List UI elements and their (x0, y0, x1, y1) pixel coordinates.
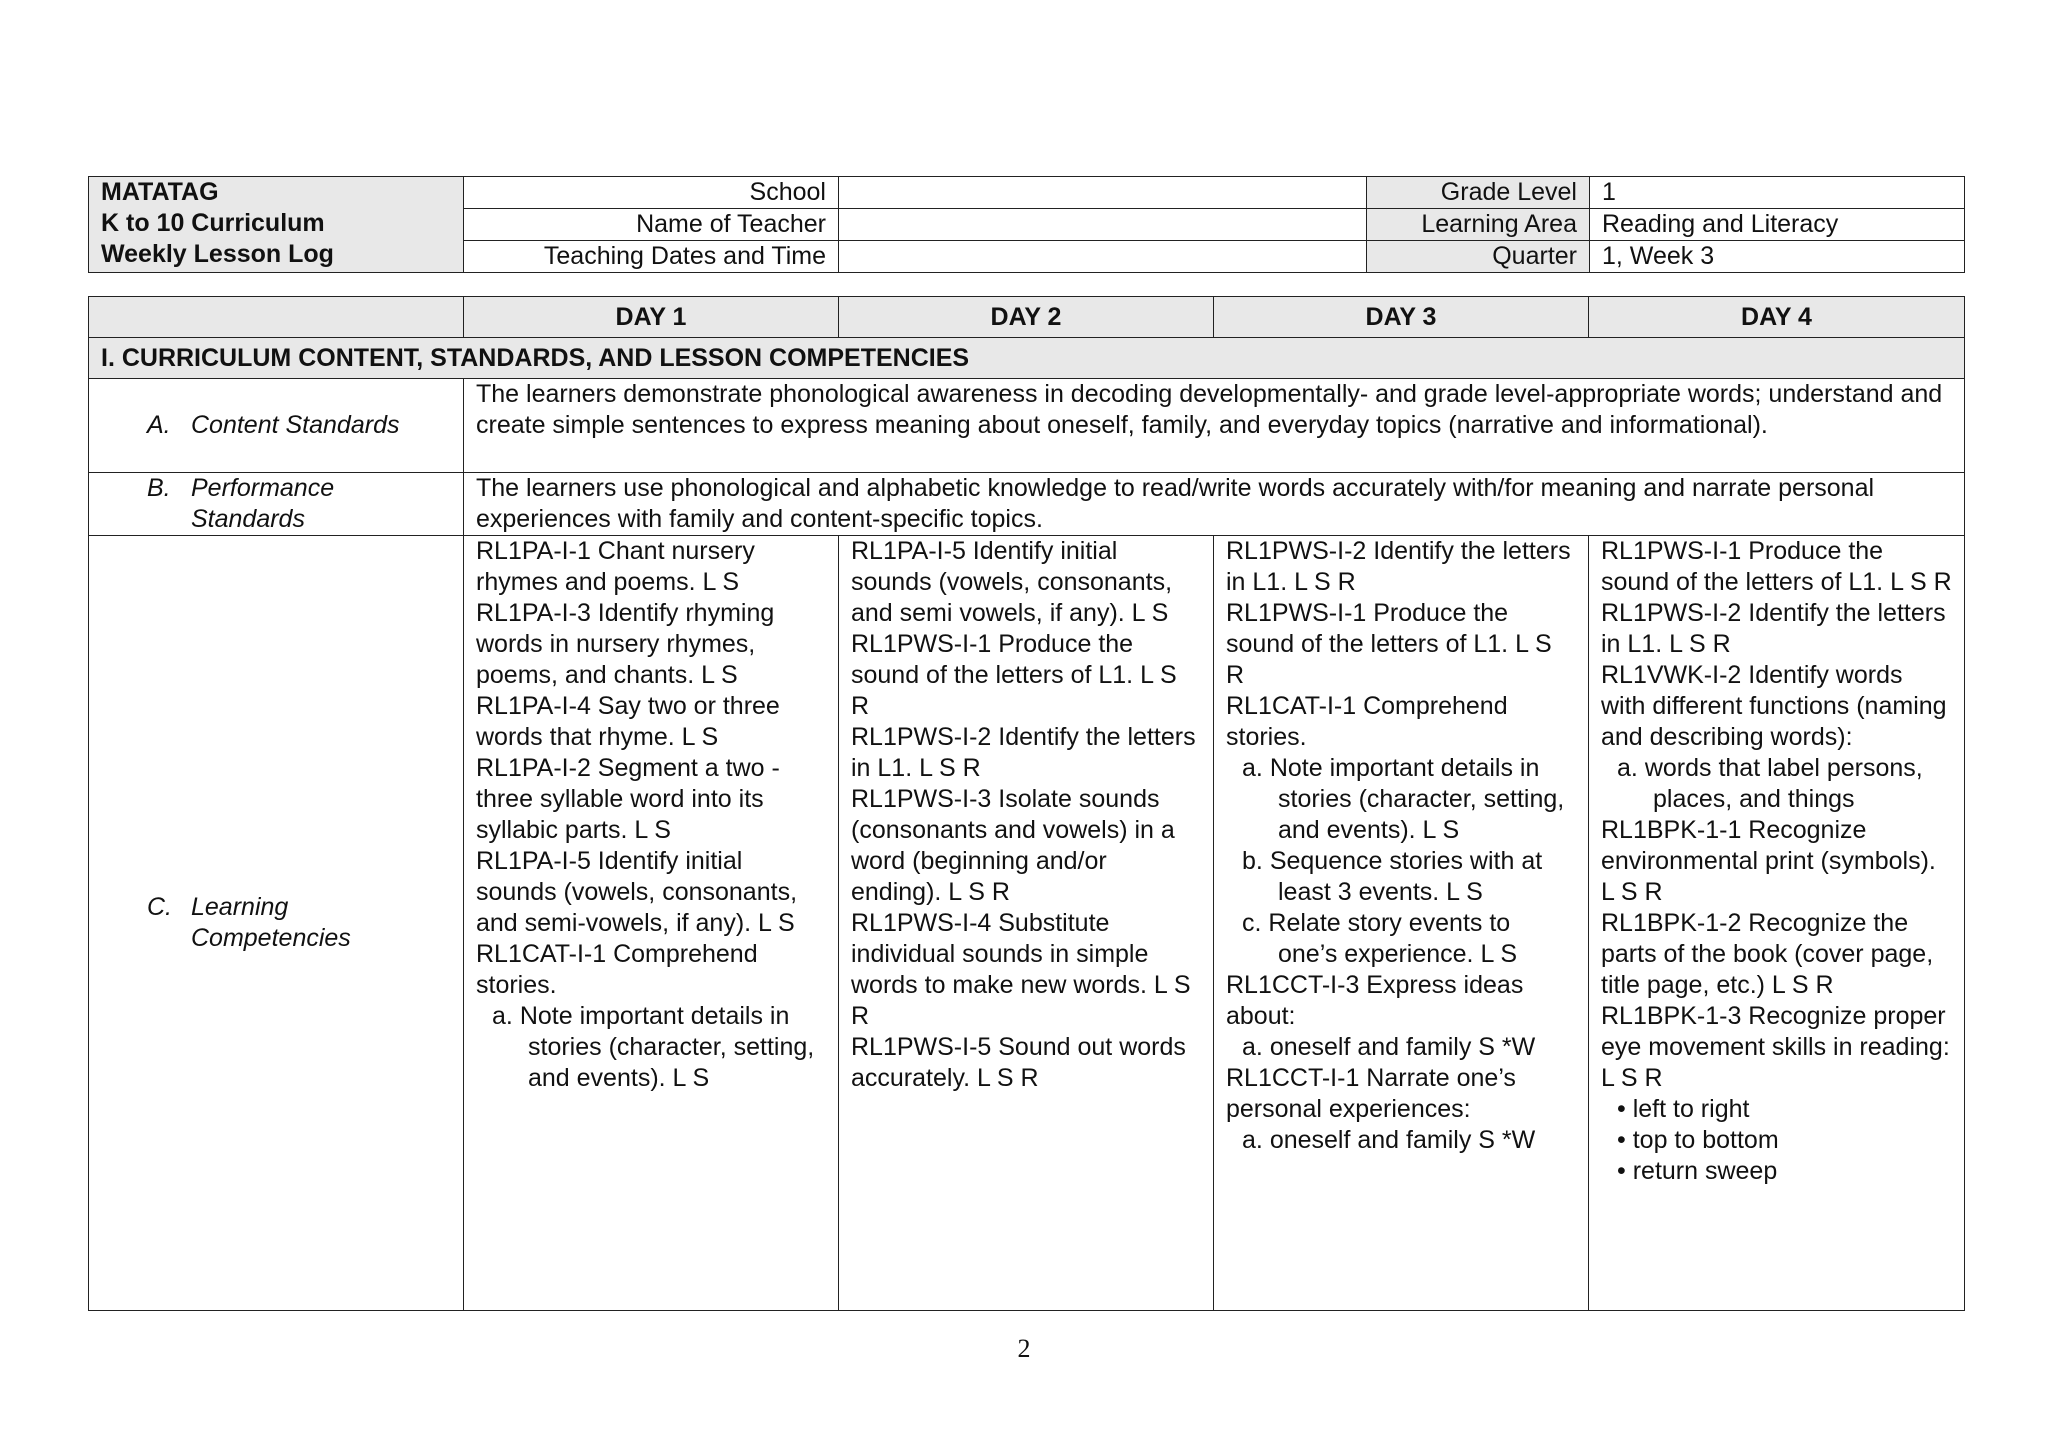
competency-subitem (1226, 1125, 1576, 1156)
competency-subitem (476, 1001, 826, 1094)
brand-line-curriculum: K to 10 Curriculum (101, 209, 325, 237)
subitem-marker: a. (492, 1002, 513, 1030)
competency-item: RL1CAT-I-1 Comprehend stories. (1226, 692, 1508, 751)
brand-line-matatag: MATATAG (101, 178, 219, 206)
section-title: I. CURRICULUM CONTENT, STANDARDS, AND LESSON COMPETENCIES (89, 338, 1965, 379)
day-header-2: DAY 2 (839, 297, 1214, 338)
learning-area-value: Reading and Literacy (1590, 209, 1965, 241)
competencies-day-1 (464, 536, 839, 1311)
competency-subitem (1226, 753, 1576, 846)
competency-subitem (1226, 908, 1576, 970)
subitem-text: Sequence stories with at least 3 events. L S (1269, 847, 1543, 906)
subitem-text: words that label persons, places, and things (1644, 754, 1923, 813)
bullet-item (1601, 1156, 1952, 1187)
subitem-text: oneself and family S *W (1269, 1033, 1536, 1061)
bullet-marker: • (1617, 1095, 1626, 1123)
subitem-text: Note important details in stories (character, setting, and events). L S (519, 1002, 815, 1092)
competency-item: RL1PWS-I-3 Isolate sounds (consonants and vowels) in a word (beginning and/or ending). L S R (851, 785, 1175, 906)
competency-item: RL1PA-I-1 Chant nursery rhymes and poems. L S (476, 537, 755, 596)
quarter-value: 1, Week 3 (1590, 241, 1965, 273)
bullet-text: left to right (1632, 1095, 1750, 1123)
learning-competencies-letter: C. (147, 893, 172, 921)
competency-item: RL1BPK-1-3 Recognize proper eye movement skills in reading: L S R (1601, 1002, 1950, 1092)
competency-item: RL1PA-I-2 Segment a two - three syllable word into its syllabic parts. L S (476, 754, 780, 844)
competency-item: RL1PWS-I-2 Identify the letters in L1. L S R (1601, 599, 1946, 658)
performance-standards-letter: B. (147, 474, 171, 502)
content-standards-text: The learners demonstrate phonological awareness in decoding developmentally- and grade level-appropriate words; understand and create simple sentences to express meaning about oneself, family, and everyday topics (narrative and informational). (464, 379, 1965, 473)
lesson-log-main-table (88, 296, 1965, 1311)
learning-competencies-label-1: Learning (191, 893, 289, 921)
competency-item: RL1PA-I-5 Identify initial sounds (vowels, consonants, and semi vowels, if any). L S (851, 537, 1173, 627)
competency-item: RL1CCT-I-1 Narrate one’s personal experiences: (1226, 1064, 1516, 1123)
competency-item: RL1BPK-1-1 Recognize environmental print (symbols). L S R (1601, 816, 1936, 906)
performance-standards-row (89, 473, 1965, 536)
dates-label: Teaching Dates and Time (464, 241, 839, 273)
subitem-text: oneself and family S *W (1269, 1126, 1536, 1154)
content-standards-row (89, 379, 1965, 473)
bullet-marker: • (1617, 1157, 1626, 1185)
competency-item: RL1BPK-1-2 Recognize the parts of the book (cover page, title page, etc.) L S R (1601, 909, 1934, 999)
subitem-text: Relate story events to one’s experience. L S (1268, 909, 1518, 968)
learning-competencies-label-2: Competencies (191, 924, 351, 952)
competency-subitem (1601, 753, 1952, 815)
competency-item: RL1PA-I-5 Identify initial sounds (vowels, consonants, and semi-vowels, if any). L S (476, 847, 798, 937)
subitem-marker: a. (1617, 754, 1638, 782)
teacher-value (839, 209, 1367, 241)
school-value (839, 177, 1367, 209)
competency-item: RL1PWS-I-1 Produce the sound of the letters of L1. L S R (1226, 599, 1552, 689)
bullet-item (1601, 1094, 1952, 1125)
bullet-item (1601, 1125, 1952, 1156)
subitem-marker: a. (1242, 754, 1263, 782)
grade-level-value: 1 (1590, 177, 1965, 209)
learning-area-label: Learning Area (1367, 209, 1590, 241)
school-label: School (464, 177, 839, 209)
day-header-4: DAY 4 (1589, 297, 1965, 338)
competency-item: RL1CAT-I-1 Comprehend stories. (476, 940, 758, 999)
competency-item: RL1PWS-I-2 Identify the letters in L1. L S R (851, 723, 1196, 782)
competency-item: RL1PWS-I-5 Sound out words accurately. L S R (851, 1033, 1186, 1092)
dates-value (839, 241, 1367, 273)
subitem-marker: b. (1242, 847, 1263, 875)
lesson-log-header-table (88, 176, 1965, 273)
learning-competencies-label-cell (89, 536, 464, 1311)
bullet-text: top to bottom (1632, 1126, 1779, 1154)
learning-competencies-row (89, 536, 1965, 1311)
competency-subitem (1226, 846, 1576, 908)
competency-subitem (1226, 1032, 1576, 1063)
performance-standards-label-cell (89, 473, 464, 536)
competency-item: RL1PA-I-4 Say two or three words that rhyme. L S (476, 692, 780, 751)
competencies-day-2 (839, 536, 1214, 1311)
competency-item: RL1PWS-I-1 Produce the sound of the letters of L1. L S R (1601, 537, 1952, 596)
brand-cell (89, 177, 464, 273)
bullet-marker: • (1617, 1126, 1626, 1154)
day-header-3: DAY 3 (1214, 297, 1589, 338)
page-number: 2 (1017, 1334, 1031, 1363)
bullet-text: return sweep (1632, 1157, 1778, 1185)
teacher-label: Name of Teacher (464, 209, 839, 241)
content-standards-label-cell (89, 379, 464, 473)
competency-item: RL1PWS-I-4 Substitute individual sounds in simple words to make new words. L S R (851, 909, 1191, 1030)
subitem-marker: a. (1242, 1126, 1263, 1154)
grade-level-label: Grade Level (1367, 177, 1590, 209)
competency-item: RL1PWS-I-1 Produce the sound of the letters of L1. L S R (851, 630, 1177, 720)
competencies-day-4 (1589, 536, 1965, 1311)
brand-line-lesson-log: Weekly Lesson Log (101, 240, 334, 268)
competency-item: RL1VWK-I-2 Identify words with different functions (naming and describing words): (1601, 661, 1947, 751)
performance-standards-label-2: Standards (191, 505, 305, 533)
performance-standards-label-1: Performance (191, 474, 335, 502)
competency-item: RL1PA-I-3 Identify rhyming words in nursery rhymes, poems, and chants. L S (476, 599, 775, 689)
subitem-text: Note important details in stories (character, setting, and events). L S (1269, 754, 1565, 844)
day-header-blank (89, 297, 464, 338)
day-header-1: DAY 1 (464, 297, 839, 338)
day-header-row (89, 297, 1965, 338)
performance-standards-text: The learners use phonological and alphabetic knowledge to read/write words accurately with/for meaning and narrate personal experiences with family and content-specific topics. (464, 473, 1965, 536)
subitem-marker: a. (1242, 1033, 1263, 1061)
content-standards-label: Content Standards (191, 411, 400, 439)
competencies-day-3 (1214, 536, 1589, 1311)
competency-item: RL1PWS-I-2 Identify the letters in L1. L S R (1226, 537, 1571, 596)
subitem-marker: c. (1242, 909, 1262, 937)
quarter-label: Quarter (1367, 241, 1590, 273)
section-row (89, 338, 1965, 379)
competency-item: RL1CCT-I-3 Express ideas about: (1226, 971, 1524, 1030)
content-standards-letter: A. (147, 411, 171, 439)
